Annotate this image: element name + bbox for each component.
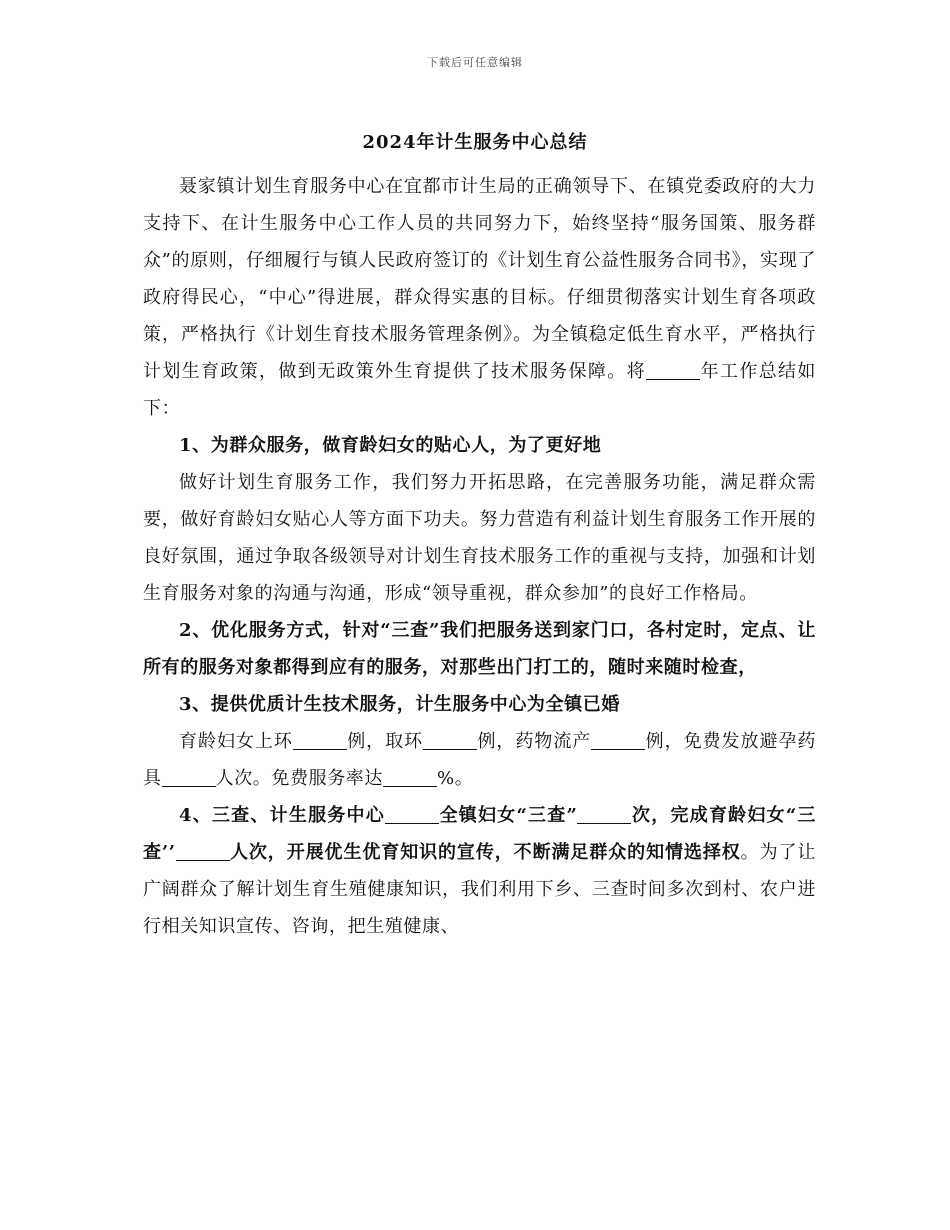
stats-text-c: 例，药物流产 xyxy=(477,731,592,752)
section-heading-1: 1、为群众服务，做育龄妇女的贴心人，为了更好地 xyxy=(179,435,602,456)
stats-text-d: 例，免费发放避孕药具 xyxy=(143,731,816,789)
stats-text-b: 例，取环 xyxy=(346,731,424,752)
checkups-text-c: 次，完成育龄妇女“三查’’ xyxy=(143,805,816,863)
stats-text-a: 育龄妇女上环 xyxy=(179,731,293,752)
checkups-text-a: 4、三查、计生服务中心 xyxy=(179,805,385,826)
stats-text-f: %。 xyxy=(437,768,474,789)
blank-field xyxy=(176,842,230,861)
paragraph-stats xyxy=(143,723,816,797)
intro-text: 聂家镇计划生育服务中心在宜都市计生局的正确领导下、在镇党委政府的大力支持下、在计生服务中心工作人员的共同努力下，始终坚持“服务国策、服务群众”的原则，仔细履行与镇人民政府签订的《计划生育公益性服务合同书》，实现了政府得民心，“中心”得进展，群众得实惠的目标。仔细贯彻落实计划生育各项政策，严格执行《计划生育技术服务管理条例》。为全镇稳定低生育水平，严格执行计划生育政策，做到无政策外生育提供了技术服务保障。将 xyxy=(143,176,816,382)
blank-field xyxy=(577,805,631,824)
document-body xyxy=(143,168,816,945)
blank-field xyxy=(423,731,477,750)
section-heading-2: 2、优化服务方式，针对“三查”我们把服务送到家门口，各村定时，定点、让所有的服务对象都得到应有的服务，对那些出门打工的，随时来随时检查， xyxy=(143,620,816,678)
page-header: 下载后可任意编辑 xyxy=(427,56,523,69)
blank-field xyxy=(293,731,347,750)
blank-field xyxy=(591,731,645,750)
blank-field xyxy=(385,805,439,824)
paragraph-intro xyxy=(143,168,816,427)
blank-field xyxy=(162,768,216,787)
blank-field xyxy=(383,768,437,787)
paragraph-checkups xyxy=(143,797,816,945)
stats-text-e: 人次。免费服务率达 xyxy=(215,768,384,789)
checkups-text-b: 全镇妇女“三查” xyxy=(438,805,578,826)
intro-text-end: 年工作总结如下： xyxy=(143,361,816,419)
checkups-text-d: 人次，开展优生优育知识的宣传，不断满足群众的知情选择权 xyxy=(229,842,741,863)
paragraph-service: 做好计划生育服务工作，我们努力开拓思路，在完善服务功能，满足群众需要，做好育龄妇女贴心人等方面下功夫。努力营造有利益计划生育服务工作开展的良好氛围，通过争取各级领导对计划生育技术服务工作的重视与支持，加强和计划生育服务对象的沟通与沟通，形成“领导重视，群众参加”的良好工作格局。 xyxy=(143,472,816,604)
checkups-text-e: 。为了让广阔群众了解计划生育生殖健康知识，我们利用下乡、三查时间多次到村、农户进行相关知识宣传、咨询，把生殖健康、 xyxy=(143,842,816,937)
blank-field xyxy=(646,361,700,380)
section-heading-3: 3、提供优质计生技术服务，计生服务中心为全镇已婚 xyxy=(179,694,620,715)
document-title: 2024年计生服务中心总结 xyxy=(362,132,588,153)
